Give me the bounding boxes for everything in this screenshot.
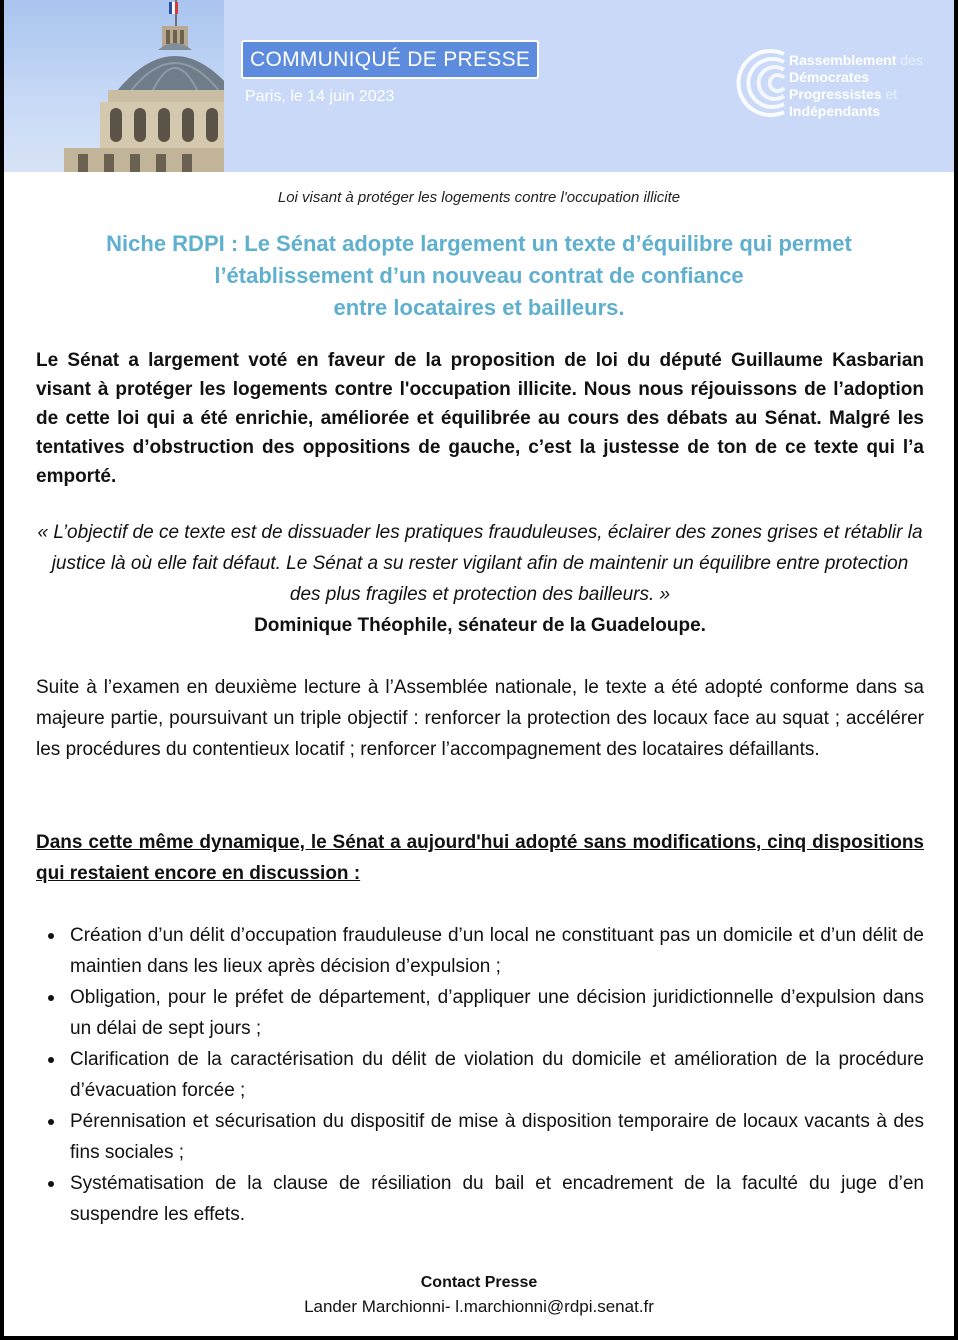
press-release-page [4, 0, 954, 1336]
rdpi-logo-text: Rassemblement des Démocrates Progressistes et Indépendants [789, 52, 923, 119]
list-item: Pérennisation et sécurisation du dispositif de mise à disposition temporaire de locaux vacants à des fins sociales ; [36, 1106, 924, 1168]
bullet-icon [48, 1119, 54, 1125]
headline-line: entre locataires et bailleurs. [333, 295, 625, 320]
headline-line: Niche RDPI : Le Sénat adopte largement un texte d’équilibre qui permet [106, 231, 852, 256]
body-paragraph: Suite à l’examen en deuxième lecture à l’Assemblée nationale, le texte a été adopté conforme dans sa majeure partie, poursuivant un triple objectif : renforcer la protection des locaux face au squat ; accélérer les procédures du contentieux locatif ; renforcer l’accompagnement des locataires défaillants. [36, 677, 924, 760]
list-item: Obligation, pour le préfet de département, d’appliquer une décision juridictionnelle d’expulsion dans un délai de sept jours ; [36, 982, 924, 1044]
bullet-icon [48, 933, 54, 939]
press-release-badge: COMMUNIQUÉ DE PRESSE [241, 40, 539, 79]
contact-details: Lander Marchionni- l.marchionni@rdpi.senat.fr [304, 1297, 654, 1316]
quote-author: Dominique Théophile, sénateur de la Guadeloupe. [254, 615, 706, 636]
list-item: Clarification de la caractérisation du délit de violation du domicile et amélioration de la procédure d’évacuation forcée ; [36, 1044, 924, 1106]
bullet-icon [48, 1057, 54, 1063]
law-subtitle: Loi visant à protéger les logements contre l'occupation illicite [277, 189, 681, 206]
bullet-icon [48, 1181, 54, 1187]
dispositions-list [36, 920, 924, 1230]
contact-title: Contact Presse [420, 1274, 538, 1291]
list-item: Création d’un délit d’occupation frauduleuse d’un local ne constituant pas un domicile et d’un délit de maintien dans les lieux après décision d’expulsion ; [36, 920, 924, 982]
release-date: Paris, le 14 juin 2023 [245, 88, 395, 105]
senate-dome-photo [4, 0, 224, 172]
header-banner [4, 0, 954, 172]
quote-block [36, 517, 924, 641]
bullet-icon [48, 995, 54, 1001]
lead-paragraph: Le Sénat a largement voté en faveur de la proposition de loi du député Guillaume Kasbarian visant à protéger les logements contre l'occupation illicite. Nous nous réjouissons de l’adoption de cette loi qui a été enrichie, améliorée et équilibrée au cours des débats au Sénat. Malgré les tentatives d’obstruction des oppositions de gauche, c’est la justesse de ton de ce texte qui l’a emporté. [36, 350, 924, 487]
headline [44, 228, 914, 324]
list-item: Systématisation de la clause de résiliation du bail et encadrement de la faculté du juge d’en suspendre les effets. [36, 1168, 924, 1230]
headline-line: l’établissement d’un nouveau contrat de confiance [214, 263, 744, 288]
quote-text: « L’objectif de ce texte est de dissuader les pratiques frauduleuses, éclairer des zones grises et rétablir la justice là où elle fait défaut. Le Sénat a su rester vigilant afin de maintenir un équilibre entre protection des plus fragiles et protection des bailleurs. » [37, 522, 923, 605]
senate-dome-image [4, 0, 224, 172]
rdpi-logo-icon [734, 48, 792, 118]
dispositions-heading: Dans cette même dynamique, le Sénat a aujourd'hui adopté sans modifications, cinq dispositions qui restaient encore en discussion : [36, 832, 924, 884]
